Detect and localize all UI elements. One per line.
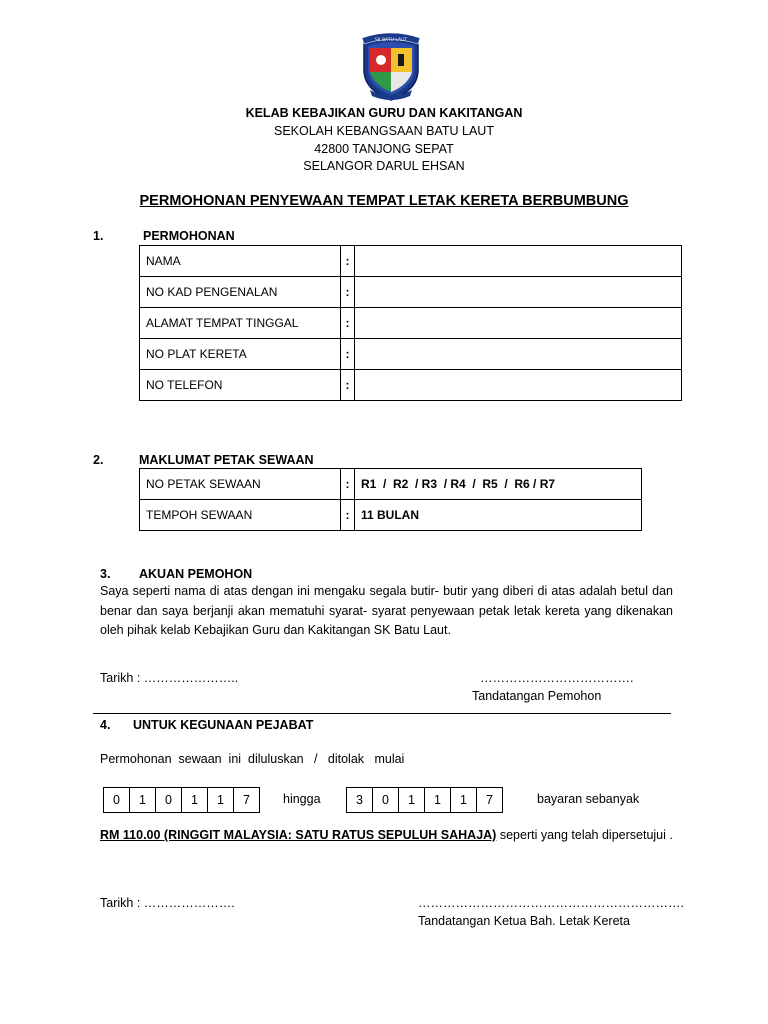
payment-amount: RM 110.00 (RINGGIT MALAYSIA: SATU RATUS SEPULUH SAHAJA): [100, 828, 497, 842]
header-postcode-town: 42800 TANJONG SEPAT: [314, 142, 454, 156]
section4-number: 4.: [100, 718, 111, 732]
header-state: SELANGOR DARUL EHSAN: [303, 159, 465, 173]
date-digit: 1: [130, 788, 156, 812]
declaration-paragraph: Saya seperti nama di atas dengan ini mengaku segala butir- butir yang diberi di atas adalah betul dan benar dan saya berjanji akan mematuhi syarat- syarat penyewaan petak letak kereta yang dikenakan oleh pihak kelab Kebajikan Guru dan Kakitangan SK Batu Laut.: [100, 584, 673, 637]
section1-number: 1.: [93, 229, 104, 243]
header-club-name: KELAB KEBAJIKAN GURU DAN KAKITANGAN: [245, 106, 523, 120]
date-digit: 7: [486, 793, 493, 807]
office-signature-line[interactable]: ……………………………………………………….: [418, 896, 684, 910]
payment-amount-suffix: seperti yang telah dipersetujui .: [496, 828, 673, 842]
date-digit: 1: [182, 788, 208, 812]
applicant-signature-label: Tandatangan Pemohon: [472, 689, 602, 703]
field-colon: :: [341, 277, 355, 308]
table-row: [140, 500, 642, 531]
field-colon: :: [341, 469, 355, 500]
field-label-plate: NO PLAT KERETA: [140, 339, 341, 370]
date-digit: 0: [156, 788, 182, 812]
field-label-phone: NO TELEFON: [140, 370, 341, 401]
field-colon: :: [341, 339, 355, 370]
payment-label: bayaran sebanyak: [537, 792, 640, 806]
date-digit: 1: [425, 788, 451, 812]
field-colon: :: [341, 308, 355, 339]
field-label-lot: NO PETAK SEWAAN: [140, 469, 341, 500]
field-label-nama: NAMA: [140, 246, 341, 277]
phone-field[interactable]: [355, 370, 682, 401]
date-digit: 1: [451, 788, 477, 812]
table-row: [140, 277, 682, 308]
field-colon: :: [341, 246, 355, 277]
field-label-ic: NO KAD PENGENALAN: [140, 277, 341, 308]
date-digit: 1: [399, 788, 425, 812]
section3-heading: AKUAN PEMOHON: [139, 567, 253, 581]
header-school-name: SEKOLAH KEBANGSAAN BATU LAUT: [274, 124, 494, 138]
table-row: [140, 370, 682, 401]
field-colon: :: [341, 370, 355, 401]
date-digit: 1: [208, 788, 234, 812]
date-digit: 0: [104, 788, 130, 812]
section3-number: 3.: [100, 567, 111, 581]
date-digit: 7: [243, 793, 250, 807]
nama-field[interactable]: [355, 246, 682, 277]
table-row: [140, 339, 682, 370]
section2-heading: MAKLUMAT PETAK SEWAAN: [139, 453, 314, 467]
start-date-boxes[interactable]: [103, 787, 260, 813]
table-row: [140, 308, 682, 339]
field-colon: :: [341, 500, 355, 531]
date-digit: 0: [373, 788, 399, 812]
school-crest-logo: [360, 30, 422, 102]
section1-heading: PERMOHONAN: [143, 229, 235, 243]
rental-table: [139, 468, 642, 531]
address-field[interactable]: [355, 308, 682, 339]
date-digit: 3: [347, 788, 373, 812]
section2-number: 2.: [93, 453, 104, 467]
car-plate-field[interactable]: [355, 339, 682, 370]
until-label: hingga: [283, 792, 321, 806]
table-row: [140, 469, 642, 500]
section4-heading: UNTUK KEGUNAAN PEJABAT: [133, 718, 314, 732]
table-row: [140, 246, 682, 277]
crest-banner-text: SK BATU LAUT: [374, 38, 408, 43]
ic-number-field[interactable]: [355, 277, 682, 308]
end-date-boxes[interactable]: [346, 787, 503, 813]
field-label-address: ALAMAT TEMPAT TINGGAL: [140, 308, 341, 339]
approval-text: Permohonan sewaan ini diluluskan / ditolak mulai: [100, 752, 405, 766]
office-date-line[interactable]: Tarikh : ………………….: [100, 896, 235, 910]
lot-options[interactable]: R1 / R2 / R3 / R4 / R5 / R6 / R7: [355, 469, 642, 500]
rental-period-value: 11 BULAN: [355, 500, 642, 531]
applicant-date-line[interactable]: Tarikh : …………………..: [100, 671, 239, 685]
field-label-period: TEMPOH SEWAAN: [140, 500, 341, 531]
applicant-table: [139, 245, 682, 401]
office-signature-label: Tandatangan Ketua Bah. Letak Kereta: [418, 914, 630, 928]
form-title: PERMOHONAN PENYEWAAN TEMPAT LETAK KERETA BERBUMBUNG: [139, 193, 629, 209]
applicant-signature-line[interactable]: ……………………………….: [480, 671, 634, 685]
payment-amount-paragraph: [100, 826, 673, 846]
divider: [93, 713, 671, 714]
